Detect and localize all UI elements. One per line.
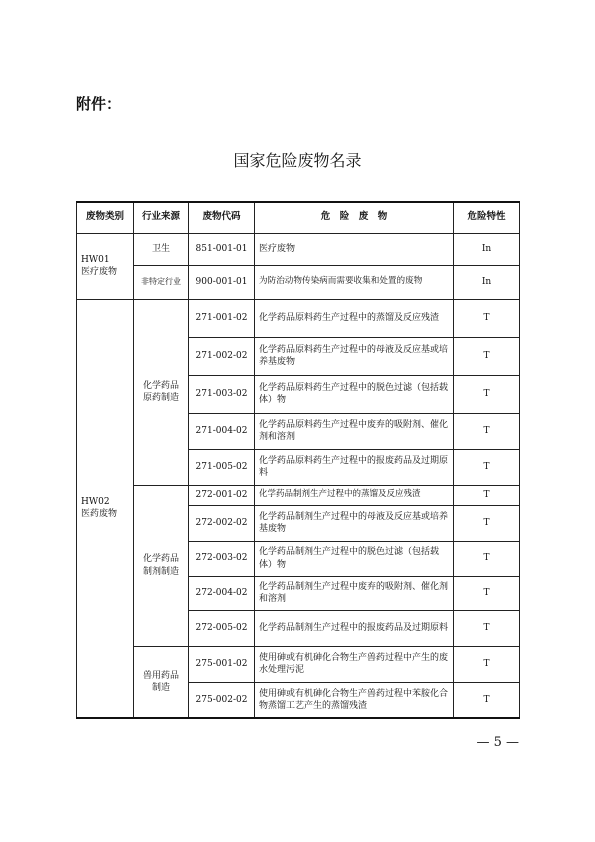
code-cell: 271-003-02 [189,375,255,413]
hazard-cell: T [454,682,520,718]
industry-cell: 化学药品 原药制造 [134,299,189,485]
page-number: — 5 — [476,735,519,750]
table-row [77,299,520,337]
hazard-cell: In [454,265,520,299]
column-header-code: 废物代码 [189,202,255,233]
desc-cell: 使用砷或有机砷化合物生产兽药过程中产生的废水处理污泥 [255,646,454,682]
code-cell: 272-003-02 [189,541,255,576]
industry-cell: 兽用药品 制造 [134,646,189,718]
attachment-label: 附件： [76,95,122,113]
desc-cell: 化学药品原料药生产过程中废弃的吸附剂、催化剂和溶剂 [255,413,454,449]
hazard-cell: In [454,233,520,265]
code-cell: 271-004-02 [189,413,255,449]
desc-cell: 化学药品制剂生产过程中的脱色过滤（包括载体）物 [255,541,454,576]
page-title: 国家危险废物名录 [233,151,362,170]
table-row [77,485,520,505]
column-header-hazard: 危险特性 [454,202,520,233]
code-cell: 275-001-02 [189,646,255,682]
table-header-row [77,202,520,233]
desc-cell: 使用砷或有机砷化合物生产兽药过程中苯胺化合物蒸馏工艺产生的蒸馏残渣 [255,682,454,718]
hazard-cell: T [454,299,520,337]
hazard-cell: T [454,646,520,682]
table-row [77,646,520,682]
hazard-cell: T [454,610,520,646]
desc-cell: 化学药品原料药生产过程中的报废药品及过期原料 [255,449,454,485]
column-header-waste: 危 险 废 物 [255,202,454,233]
desc-cell: 为防治动物传染病而需要收集和处置的废物 [255,265,454,299]
code-cell: 272-002-02 [189,505,255,541]
hazard-cell: T [454,413,520,449]
desc-cell: 医疗废物 [255,233,454,265]
category-cell-hw02: HW02 医药废物 [77,299,134,718]
column-header-category: 废物类别 [77,202,134,233]
code-cell: 271-005-02 [189,449,255,485]
column-header-industry: 行业来源 [134,202,189,233]
hazard-cell: T [454,576,520,610]
code-cell: 272-004-02 [189,576,255,610]
hazard-cell: T [454,505,520,541]
hazard-cell: T [454,337,520,375]
code-cell: 272-005-02 [189,610,255,646]
desc-cell: 化学药品制剂生产过程中的蒸馏及反应残渣 [255,485,454,505]
hazard-cell: T [454,449,520,485]
code-cell: 272-001-02 [189,485,255,505]
table-row [77,233,520,265]
desc-cell: 化学药品原料药生产过程中的脱色过滤（包括载体）物 [255,375,454,413]
code-cell: 275-002-02 [189,682,255,718]
industry-cell: 非特定行业 [134,265,189,299]
desc-cell: 化学药品制剂生产过程中的母液及反应基或培养基废物 [255,505,454,541]
desc-cell: 化学药品制剂生产过程中的报废药品及过期原料 [255,610,454,646]
industry-cell: 卫生 [134,233,189,265]
hazardous-waste-table [76,201,520,719]
code-cell: 851-001-01 [189,233,255,265]
desc-cell: 化学药品原料药生产过程中的母液及反应基或培养基废物 [255,337,454,375]
table-row [77,265,520,299]
code-cell: 271-001-02 [189,299,255,337]
hazard-cell: T [454,541,520,576]
desc-cell: 化学药品原料药生产过程中的蒸馏及反应残渣 [255,299,454,337]
industry-cell: 化学药品 制剂制造 [134,485,189,646]
code-cell: 900-001-01 [189,265,255,299]
desc-cell: 化学药品制剂生产过程中废弃的吸附剂、催化剂和溶剂 [255,576,454,610]
hazard-cell: T [454,375,520,413]
code-cell: 271-002-02 [189,337,255,375]
hazard-cell: T [454,485,520,505]
category-cell-hw01: HW01 医疗废物 [77,233,134,299]
